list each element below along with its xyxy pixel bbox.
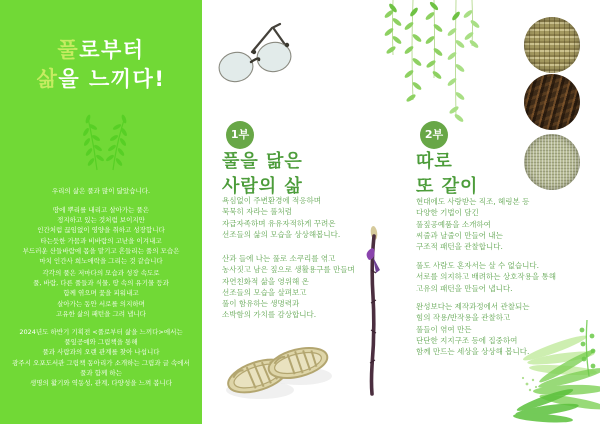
cover-title-accent1: 풀	[57, 38, 80, 62]
cover-title-line1	[0, 36, 202, 65]
section1-badge: 1부	[226, 121, 254, 149]
section2-badge: 2부	[420, 121, 448, 149]
section1-title: 풀을 닮은 사람의 삶	[222, 151, 303, 197]
cover-title-rest2: 을 느끼다!	[58, 67, 166, 91]
grass-sprigs-icon	[66, 110, 142, 172]
section1-paragraph-2: 산과 들에 나는 풀로 소쿠리를 엮고 농사짓고 남은 짚으로 생활용구를 만들며 자연친화적 삶을 영위해 온 선조들의 모습을 살펴보고 풀이 함유하는 생명력과 소박함의 가치를 감상합니다.	[222, 254, 355, 320]
cover-panel	[0, 0, 202, 424]
woven-fabric-texture	[524, 134, 580, 190]
cover-title-rest1: 로부터	[79, 38, 145, 62]
cover-paragraph-3: 2024년도 하반기 기획전 <풀로부터 삶을 느끼다>에서는 풀잎공예와 그림책을 통해 풀과 사람과의 오랜 관계를 찾아 나섭니다 광주시 오포도서관 그림책 동아리가 소개하는 그림과 글 속에서 풀과 함께 하는 생명의 활기와 역동성, 관계, 다양성을 느껴 봅니다	[12, 328, 190, 388]
cover-title-accent2: 삶	[36, 67, 59, 91]
cover-title	[0, 36, 202, 94]
cover-intro-text: 우리의 삶은 풀과 많이 닮았습니다.	[51, 187, 151, 195]
woven-straw-texture	[524, 17, 580, 73]
woven-twigs-texture	[524, 74, 580, 130]
walking-stick-illustration	[358, 224, 388, 398]
glasses-illustration	[214, 18, 310, 90]
section2-title: 따로 또 같이	[416, 151, 479, 197]
straw-sandals-illustration	[218, 332, 336, 408]
section2-paragraph-3: 완성보다는 제작과정에서 관찰되는 힘의 작용/반작용을 관찰하고 풀들이 엮여 만든 단단한 지지구조 등에 집중하여 함께 만드는 세상을 상상해 봅니다.	[416, 302, 530, 357]
fern-leaves-decoration	[435, 318, 600, 424]
cover-paragraph-2: 각각의 풀은 저마다의 모습과 성장 속도로 풀, 바람, 다른 풀들과 식물, 땅 속의 유기물 등과 함께 엮으며 꽃을 피워내고 살아가는 동안 서로를 의지하며 고유한 삶의 패턴을 그려 냅니다	[33, 269, 169, 318]
willow-branches-illustration	[368, 0, 480, 130]
section1-paragraph-1: 욕심없이 주변환경에 적응하며 묵묵히 자라는 풀처럼 자급자족하며 유유자적하게 꾸려온 선조들의 삶의 모습을 상상해봅니다.	[222, 196, 341, 239]
section2-paragraph-2: 풀도 사람도 혼자서는 살 수 없습니다. 서로를 의지하고 배려하는 상호작용을 통해 고유의 패턴을 만들어 냅니다.	[416, 261, 556, 293]
cover-paragraph-1: 땅에 뿌리를 내리고 살아가는 풀은 정지하고 있는 것처럼 보이지만 인간처럼 끊임없이 영양을 취하고 성장합니다 타는듯한 가뭄과 비바람의 고난을 이겨내고 부드러운 산들바람에 몸을 맡기고 흔들리는 풀의 모습은 마치 인간사 희노애락을 그리는 것 같습니다	[22, 206, 180, 266]
section2-paragraph-1: 현대에도 사랑받는 직조, 헤링본 등 다양한 기법이 담긴 풀짚공예품을 소개하여 씨줄과 날줄이 만들어 내는 구조적 패턴을 관찰합니다.	[416, 197, 530, 252]
cover-title-line2	[0, 65, 202, 94]
